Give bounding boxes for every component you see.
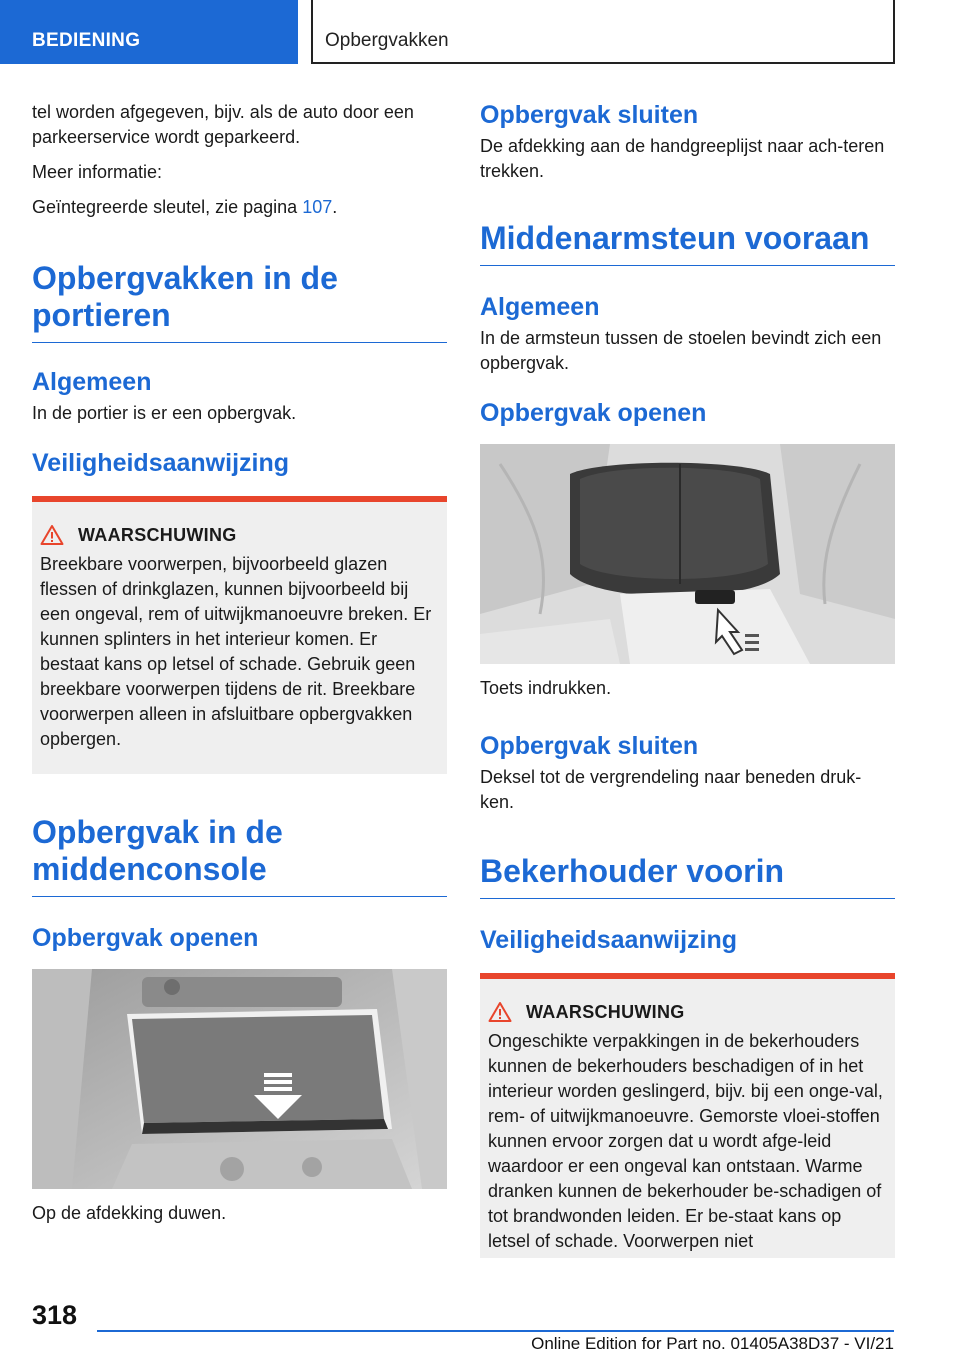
armrest-illustration [480,444,895,664]
intro-reference-end: . [332,197,338,217]
heading-open-compartment: Opbergvak openen [32,924,259,952]
heading-center-console: Opbergvak in de middenconsole [32,814,447,897]
intro-paragraph-2: Meer informatie: [32,162,163,182]
center-console-illustration [32,969,447,1189]
close-armrest-paragraph: Deksel tot de vergrendeling naar beneden druk-ken. [480,767,862,812]
warning-title-cupholder: WAARSCHUWING [526,1001,685,1022]
intro-paragraph-3 [32,195,447,220]
left-column [32,100,447,1236]
warning-triangle-icon [40,524,64,546]
caption-open-console: Op de afdekking duwen. [32,1203,227,1223]
general-paragraph: In de portier is er een opbergvak. [32,403,297,423]
heading-general-armrest: Algemeen [480,293,600,321]
footer-edition: Online Edition for Part no. 01405A38D37 - VI/21 [531,1334,894,1353]
intro-paragraph-1: tel worden afgegeven, bijv. als de auto door een parkeerservice wordt geparkeerd. [32,102,414,147]
heading-door-compartments: Opbergvakken in de portieren [32,260,447,343]
warning-box-cupholder [480,973,895,1258]
warning-box [32,496,447,774]
heading-close-armrest: Opbergvak sluiten [480,732,699,760]
heading-open-armrest: Opbergvak openen [480,399,707,427]
close-paragraph: De afdekking aan de handgreeplijst naar ach-teren trekken. [480,136,885,181]
heading-safety-cupholder: Veiligheidsaanwijzing [480,926,738,954]
header-section-label: BEDIENING [0,0,298,64]
heading-cupholder: Bekerhouder voorin [480,853,895,899]
heading-close-compartment: Opbergvak sluiten [480,101,699,129]
warning-title: WAARSCHUWING [78,524,237,545]
intro-reference-text: Geïntegreerde sleutel, zie pagina [32,197,303,217]
heading-front-armrest: Middenarmsteun vooraan [480,220,895,266]
page-reference-link[interactable]: 107 [302,197,333,217]
caption-open-armrest: Toets indrukken. [480,678,612,698]
warning-triangle-icon [488,1001,512,1023]
heading-general: Algemeen [32,368,152,396]
warning-text-cupholder: Ongeschikte verpakkingen in de bekerhouders kunnen de bekerhouders beschadigen of in het interieur worden geslingerd, bijv. bij een onge-val, rem- of uitwijkmanoeuvre. Gemorste vloei-stoffen kunnen ervoor zorgen dat u wordt afge-leid waardoor er een ongeval kan ontstaan. Warme dranken kunnen de bekerhouder be-schadigen of tot brandwonden leiden. Er be-staat kans op letsel of schade. Voorwerpen niet [488,1031,883,1251]
page-number: 318 [32,1300,78,1330]
footer-divider [97,1330,894,1332]
warning-text: Breekbare voorwerpen, bijvoorbeeld glazen flessen of drinkglazen, kunnen bijvoorbeeld bij een ongeval, rem of uitwijkmanoeuvre breken. Er kunnen splinters in het interieur komen. Er bestaat kans op letsel of schade. Gebruik geen breekbare voorwerpen tijdens de rit. Breekbare voorwerpen alleen in afsluitbare opbergvakken opbergen. [40,554,432,749]
general-armrest-paragraph: In de armsteun tussen de stoelen bevindt zich een opbergvak. [480,328,882,373]
heading-safety: Veiligheidsaanwijzing [32,449,290,477]
right-column [480,100,895,1258]
header-topic-label: Opbergvakken [311,0,895,64]
